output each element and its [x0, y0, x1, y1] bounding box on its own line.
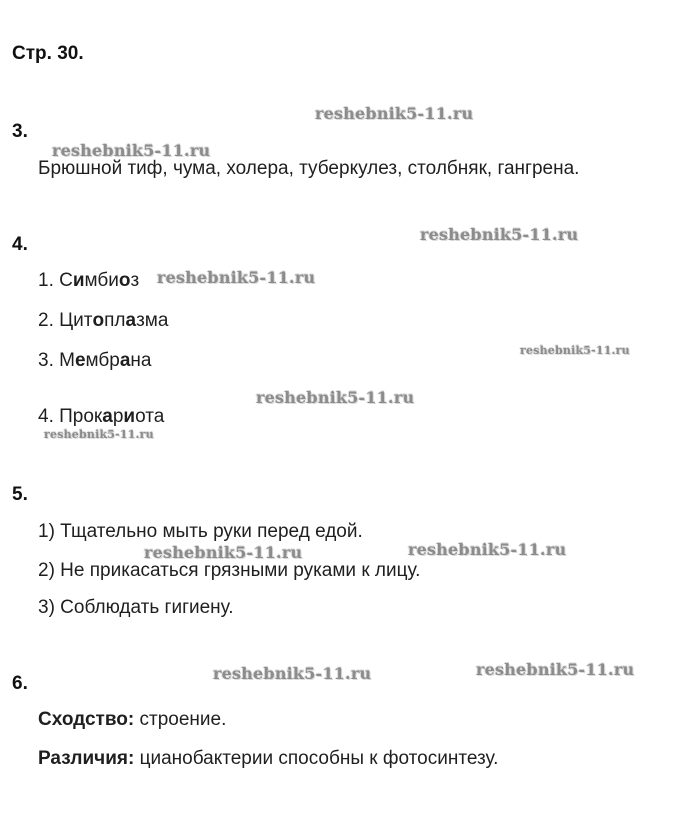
watermark: reshebnik5-11.ru — [408, 540, 567, 559]
similarity-label: Сходство: — [38, 709, 135, 730]
task-5-item-3: 3) Соблюдать гигиену. — [38, 597, 234, 618]
task-4-item-1: 1. Симбиоз — [38, 270, 140, 291]
watermark: reshebnik5-11.ru — [476, 660, 635, 679]
watermark: reshebnik5-11.ru — [420, 225, 579, 244]
task-6-differences: Различия: цианобактерии способны к фотосинтезу. — [38, 748, 499, 769]
watermark: reshebnik5-11.ru — [44, 428, 154, 441]
watermark: reshebnik5-11.ru — [520, 344, 630, 357]
differences-label: Различия: — [38, 748, 135, 769]
page-title: Стр. 30. — [12, 43, 84, 64]
task-6-number: 6. — [12, 673, 28, 694]
watermark: reshebnik5-11.ru — [157, 268, 316, 287]
task-4-item-3: 3. Мембрана — [38, 350, 152, 371]
watermark: reshebnik5-11.ru — [52, 141, 211, 160]
task-3-number: 3. — [12, 121, 28, 142]
task-4-item-2: 2. Цитоплазма — [38, 310, 169, 331]
watermark: reshebnik5-11.ru — [315, 104, 474, 123]
task-3-answer: Брюшной тиф, чума, холера, туберкулез, столбняк, гангрена. — [38, 158, 580, 179]
task-5-number: 5. — [12, 484, 28, 505]
task-4-number: 4. — [12, 234, 28, 255]
task-6-similarity: Сходство: строение. — [38, 709, 227, 730]
watermark: reshebnik5-11.ru — [256, 388, 415, 407]
task-4-item-4: 4. Прокариота — [38, 406, 165, 427]
task-5-item-1: 1) Тщательно мыть руки перед едой. — [38, 521, 363, 542]
task-5-item-2: 2) Не прикасаться грязными руками к лицу. — [38, 560, 421, 581]
watermark: reshebnik5-11.ru — [213, 664, 372, 683]
watermark: reshebnik5-11.ru — [144, 543, 303, 562]
